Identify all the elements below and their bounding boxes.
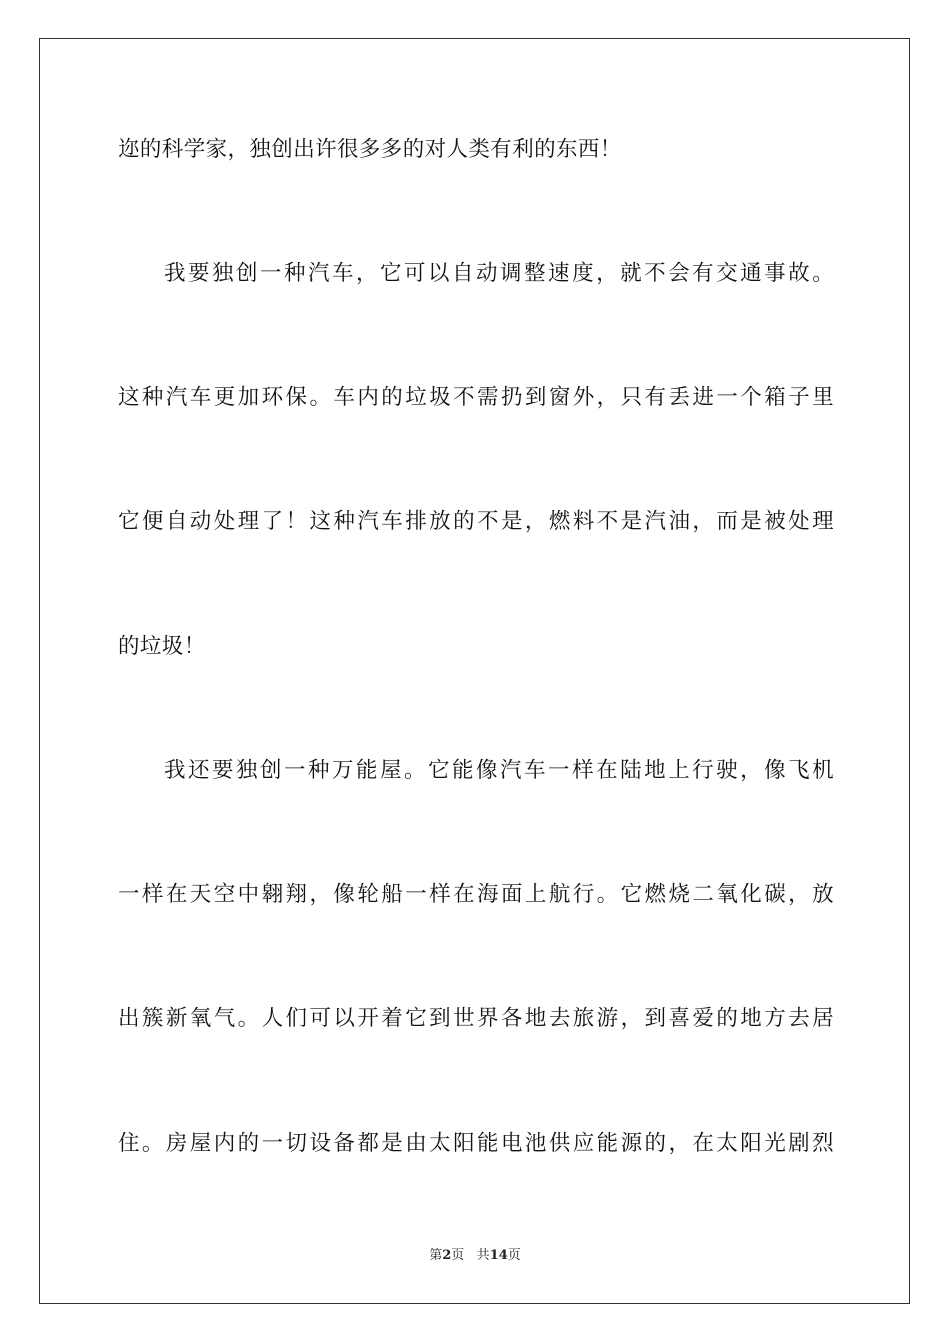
total-pages: 14	[489, 1248, 508, 1263]
page-number: 2	[442, 1248, 452, 1263]
text-line-1: 迩的科学家，独创出许很多多的对人类有利的东西！	[118, 137, 622, 162]
text-line-8: 出簇新氧气。人们可以开着它到世界各地去旅游，到喜爱的地方去居	[118, 1006, 834, 1031]
page-suffix: 页	[451, 1248, 465, 1263]
text-line-4: 它便自动处理了！这种汽车排放的不是，燃料不是汽油，而是被处理	[118, 509, 834, 534]
page-border	[39, 38, 910, 1304]
total-suffix: 页	[507, 1248, 521, 1263]
text-line-2: 我要独创一种汽车，它可以自动调整速度，就不会有交通事故。	[164, 261, 834, 286]
text-line-6: 我还要独创一种万能屋。它能像汽车一样在陆地上行驶，像飞机	[164, 758, 834, 783]
text-line-9: 住。房屋内的一切设备都是由太阳能电池供应能源的，在太阳光剧烈	[118, 1131, 834, 1156]
text-line-3: 这种汽车更加环保。车内的垃圾不需扔到窗外，只有丢进一个箱子里	[118, 385, 834, 410]
text-line-7: 一样在天空中翱翔，像轮船一样在海面上航行。它燃烧二氧化碳，放	[118, 882, 834, 907]
page-footer	[0, 1247, 950, 1265]
text-line-5: 的垃圾！	[118, 634, 206, 659]
total-prefix: 共	[476, 1248, 490, 1263]
page-prefix: 第	[429, 1248, 443, 1263]
